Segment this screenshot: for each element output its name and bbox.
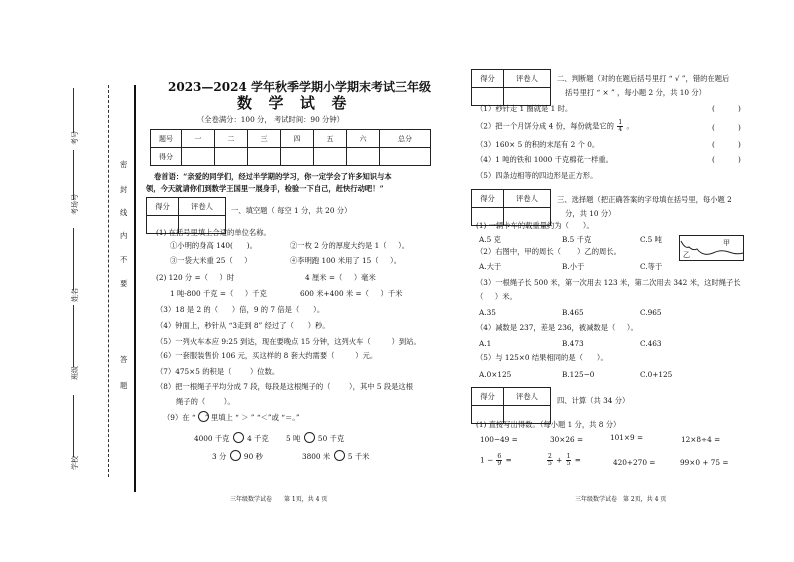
q2-b: 4 厘米 =（ ）毫米 — [305, 273, 376, 282]
section-3-title-a: 三、选择题（把正确答案的字母填在括号里，每小题 2 — [557, 195, 732, 204]
score-header: 五 — [314, 130, 347, 148]
judge-2 — [476, 120, 634, 133]
score-table — [150, 129, 431, 166]
q9-left: 3800 米 — [302, 452, 331, 461]
choice-opt: B.473 — [562, 339, 584, 348]
field-room: 考场号 — [71, 194, 79, 215]
score-box-label: 得分 — [147, 198, 179, 216]
score-row-label: 得分 — [151, 148, 182, 166]
calc-text: + — [556, 455, 563, 465]
choice-2: （2）右图中，甲的周长（ ）乙的周长。 — [476, 247, 621, 256]
intro-line-1: 卷首语：“亲爱的同学们，经过半学期的学习，你一定学会了许多知识与本 — [154, 172, 392, 181]
q9-right: 4 千克 — [247, 434, 269, 443]
score-box-label: 得分 — [472, 70, 504, 88]
score-cell[interactable] — [347, 148, 380, 166]
judge-2-end: 。 — [626, 121, 634, 131]
seal-char: 密 — [120, 160, 128, 169]
choice-3-line-1: （3）一根绳子长 500 米，第一次用去 123 米，第二次用去 342 米，这时绳子长 — [476, 278, 741, 287]
fraction-num: 1 — [618, 119, 623, 126]
field-class-line — [73, 305, 74, 367]
q9-right: 5 千米 — [347, 452, 370, 461]
score-box-label: 评卷人 — [179, 198, 226, 216]
fraction-num: 6 — [497, 453, 502, 460]
score-header: 三 — [248, 130, 281, 148]
q9-item — [194, 432, 269, 443]
q9: （9）在 “ ” 里填上 “ ＞ ” “＜”或 “＝。” — [163, 413, 300, 422]
field-class: 班级 — [71, 366, 79, 380]
q2-a: (2) 120 分 =（ ）时 — [156, 273, 235, 282]
seal-char: 要 — [120, 279, 128, 288]
judge-paren[interactable]: ( ) — [712, 140, 741, 149]
calc-text: 1 − — [480, 455, 494, 465]
choice-opt: B.465 — [562, 308, 584, 317]
q2-c: 1 吨-800 千克 =（ ）千克 — [170, 289, 267, 298]
q9-item — [212, 450, 263, 461]
score-cell[interactable] — [182, 148, 215, 166]
compare-input[interactable] — [334, 450, 345, 461]
exam-meta: （全卷满分：100 分， 考试时间：90 分钟） — [197, 115, 344, 124]
field-name: 姓名 — [71, 288, 79, 302]
figure-label-yi: 乙 — [683, 251, 690, 259]
score-header: 题号 — [151, 130, 182, 148]
figure-label-jia: 甲 — [723, 239, 730, 247]
calc-item: 30×26 = — [550, 435, 584, 444]
score-cell[interactable] — [281, 148, 314, 166]
choice-opt: A.35 — [479, 308, 496, 317]
judge-paren[interactable]: ( ) — [712, 155, 741, 164]
choice-opt: C.965 — [640, 308, 662, 317]
judge-1: （1）秒针走 1 圈就是 1 时。 — [476, 104, 573, 113]
score-cell[interactable] — [380, 148, 431, 166]
score-header: 一 — [182, 130, 215, 148]
q6: （6）一套服装售价 106 元，买这样的 8 套大约需要（ ）元。 — [156, 351, 378, 360]
section-4-title: 四、计算（共 34 分） — [557, 396, 630, 405]
q1: (1) 在括号里填上合适的单位名称。 — [156, 228, 271, 237]
choice-opt: C.5 吨 — [640, 235, 662, 244]
score-header: 六 — [347, 130, 380, 148]
choice-5: （5）与 125×0 结果相同的是（ ）。 — [476, 353, 608, 362]
field-number-line — [73, 88, 74, 133]
fraction-den: 4 — [618, 126, 623, 133]
seal-line — [108, 85, 109, 477]
fraction-den: 9 — [497, 460, 502, 467]
q2-d: 600 米+400 米 =（ ）千米 — [300, 289, 403, 298]
fraction-num: 2 — [548, 453, 552, 460]
calc-item: 101×9 = — [610, 433, 644, 442]
calc-text: = — [505, 455, 512, 465]
q4: （4）钟面上，秒针从 “3走到 8” 经过了（ ）秒。 — [156, 321, 330, 330]
q9-item — [286, 432, 344, 443]
q9-right: 90 秒 — [243, 452, 263, 461]
choice-opt: C.0+125 — [640, 370, 673, 379]
q1-item: ②一枚 2 分的厚度大约是 1（ ）。 — [290, 241, 410, 250]
seal-char: 不 — [120, 255, 128, 264]
fraction — [496, 454, 502, 467]
calc-item: 100−49 = — [480, 435, 518, 444]
shape-figure-svg — [679, 235, 744, 261]
q5: （5）一列火车本应 9:25 到达，现在要晚点 15 分钟，这列火车（ ）到站。 — [156, 337, 421, 346]
score-cell[interactable] — [215, 148, 248, 166]
compare-input[interactable] — [230, 450, 241, 461]
judge-paren[interactable]: ( ) — [712, 104, 741, 113]
q9-left: 4000 千克 — [194, 434, 230, 443]
field-number: 考号 — [71, 131, 79, 145]
judge-4: （4）1 吨的铁和 1000 千克棉花一样重。 — [476, 155, 613, 164]
choice-1: (1) 一辆卡车的载重量约为（ ）。 — [476, 221, 594, 230]
choice-opt: C.等于 — [640, 262, 663, 271]
judge-5: （5）四条边相等的四边形是正方形。 — [476, 171, 598, 180]
fraction-den: 5 — [548, 460, 552, 467]
judge-paren[interactable]: ( ) — [712, 123, 741, 132]
choice-opt: C.463 — [640, 339, 662, 348]
calc-item: 99×0 + 75 = — [680, 458, 729, 467]
seal-char: 封 — [120, 185, 128, 194]
page-2-footer: 三年级数学试卷 第 2页，共 4 页 — [575, 496, 667, 503]
score-box-label: 得分 — [472, 388, 504, 406]
choice-opt: A.1 — [479, 339, 492, 348]
score-box-cell[interactable] — [472, 88, 504, 106]
score-box-4 — [471, 387, 551, 424]
compare-circle — [198, 411, 209, 422]
score-cell[interactable] — [314, 148, 347, 166]
fraction-den: 5 — [566, 460, 571, 467]
calc-item-frac-a — [480, 454, 512, 467]
score-box-label: 评卷人 — [504, 388, 551, 406]
choice-4: （4）减数是 237，差是 236，被减数是（ ）。 — [476, 323, 638, 332]
field-name-line — [73, 228, 74, 290]
score-box-cell[interactable] — [504, 88, 551, 106]
section-2-title-b: 括号里打 “ × ” ，每小题 2 分，共 10 分） — [565, 88, 706, 97]
choice-opt: B.小于 — [562, 262, 585, 271]
field-room-line — [73, 150, 74, 200]
q3: （3）18 是 2 的（ ）倍，9 的 7 倍是（ ）。 — [156, 305, 325, 314]
score-header: 二 — [215, 130, 248, 148]
q7: （7）475×5 的积是（ ）位数。 — [156, 367, 280, 376]
score-box-2 — [471, 69, 551, 106]
choice-opt: B.5 千克 — [562, 235, 592, 244]
section-2-title-a: 二、判断题（对的在题后括号里打 “ √ ”，错的在题后 — [557, 74, 730, 83]
q9-right: 50 千克 — [317, 434, 345, 443]
seal-char: 线 — [120, 208, 128, 217]
field-school: 学校 — [71, 456, 79, 470]
fraction-num: 1 — [566, 453, 571, 460]
choice-3-line-2: （ ）米。 — [476, 292, 517, 301]
seal-char: 答 — [120, 355, 128, 364]
exam-subject: 数 学 试 卷 — [237, 94, 349, 112]
judge-3: （3）160× 5 的积的末尾有 2 个 0。 — [476, 140, 600, 149]
calc-item: 12×8÷4 = — [681, 435, 721, 444]
calc-item: 420+270 = — [613, 458, 656, 467]
section-1-title: 一、填空题（ 每空 1 分，共 20 分） — [231, 206, 352, 215]
choice-opt: A.0×125 — [479, 370, 512, 379]
q1-item: ③一袋大米重 25（ ） — [170, 256, 252, 265]
fraction — [617, 120, 623, 133]
calc-title: (1) 直接写出得数。（每小题 1 分，共 8 分） — [476, 420, 621, 429]
page-1-footer: 三年级数学试卷 第 1页，共 4 页 — [230, 496, 328, 503]
field-school-line — [73, 395, 74, 457]
score-cell[interactable] — [248, 148, 281, 166]
q9-item — [302, 450, 369, 461]
q9-left: 3 分 — [212, 452, 227, 461]
q9-left: 5 吨 — [286, 434, 301, 443]
seal-char: 内 — [120, 231, 128, 240]
score-header: 总分 — [380, 130, 431, 148]
score-header: 四 — [281, 130, 314, 148]
score-box-label: 得分 — [472, 190, 504, 208]
page-divider — [134, 85, 136, 492]
seal-char: 题 — [120, 381, 128, 390]
compare-input[interactable] — [304, 432, 315, 443]
section-3-title-b: 分，共 10 分） — [565, 209, 616, 218]
judge-2-text: （2）把一个月饼分成 4 份，每份就是它的 — [476, 121, 614, 131]
choice-opt: B.125−0 — [562, 370, 595, 379]
fraction — [566, 454, 572, 467]
q8-line-2: 绳子的（ ）。 — [176, 397, 235, 406]
q1-item: ④李明跑 100 米用了 15（ ）。 — [290, 256, 402, 265]
choice-opt: A.大于 — [479, 262, 502, 271]
calc-item-frac-b — [546, 454, 581, 467]
q8-line-1: （8）把一根绳子平均分成 7 段，每段是这根绳子的（ ），其中 5 段是这根 — [156, 382, 414, 391]
intro-line-2: 领，今天就请你们到数学王国里一展身手，检验一下自己，赶快行动吧！” — [146, 184, 384, 193]
exam-title: 2023—2024 学年秋季学期小学期末考试三年级 — [168, 80, 431, 94]
q1-item: ①小明的身高 140( )。 — [170, 241, 257, 250]
score-box-label: 评卷人 — [504, 190, 551, 208]
score-box-label: 评卷人 — [504, 70, 551, 88]
calc-text: = — [574, 455, 581, 465]
fraction — [547, 454, 553, 467]
shape-figure — [679, 235, 744, 261]
compare-input[interactable] — [233, 432, 244, 443]
choice-opt: A.5 克 — [479, 235, 501, 244]
